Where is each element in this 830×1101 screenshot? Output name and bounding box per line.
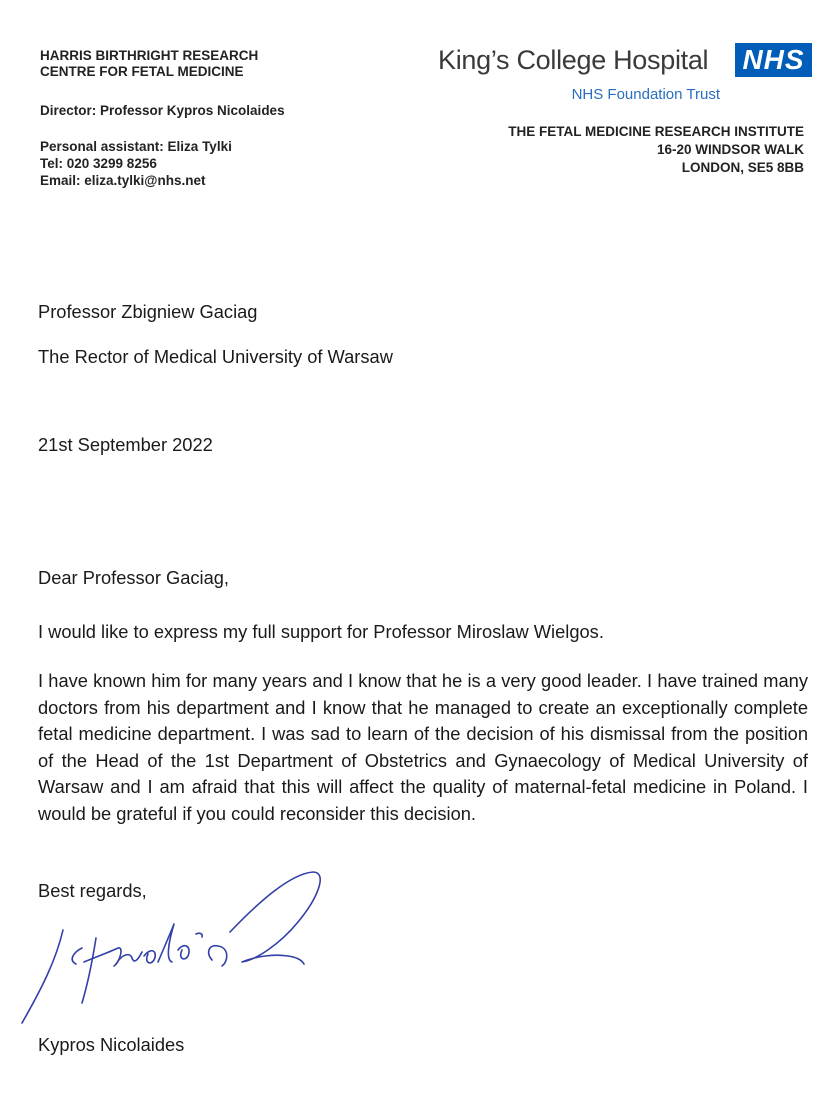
centre-name	[40, 48, 258, 80]
email-line: Email: eliza.tylki@nhs.net	[40, 173, 206, 188]
trust-name: NHS Foundation Trust	[571, 86, 720, 103]
centre-name-line1: HARRIS BIRTHRIGHT RESEARCH	[40, 48, 259, 63]
institute-street: 16-20 WINDSOR WALK	[656, 142, 804, 157]
closing: Best regards,	[38, 880, 147, 901]
centre-name-line2: CENTRE FOR FETAL MEDICINE	[40, 64, 244, 79]
assistant-line: Personal assistant: Eliza Tylki	[40, 139, 232, 154]
hospital-brand	[438, 43, 814, 103]
recipient-title: The Rector of Medical University of Warsaw	[38, 346, 393, 367]
paragraph-1: I would like to express my full support for Professor Miroslaw Wielgos.	[38, 621, 604, 642]
institute-address	[508, 123, 804, 177]
nhs-logo-icon: NHS	[735, 43, 812, 77]
signature-icon	[8, 868, 328, 1038]
contact-block	[40, 138, 232, 189]
letter-date: 21st September 2022	[38, 434, 213, 455]
hospital-name: King’s College Hospital	[438, 45, 709, 75]
paragraph-2: I have known him for many years and I know that he is a very good leader. I have trained many doctors from his department and I know that he managed to create an exceptionally complete fetal medicine department. I was sad to learn of the decision of his dismissal from the position of the Head of the 1st Department of Obstetrics and Gynaecology of Medical University of Warsaw and I am afraid that this will affect the quality of maternal-fetal medicine in Poland. I would be grateful if you could reconsider this decision.	[38, 670, 808, 824]
institute-name: THE FETAL MEDICINE RESEARCH INSTITUTE	[508, 124, 804, 139]
institute-city: LONDON, SE5 8BB	[681, 160, 804, 175]
recipient-name: Professor Zbigniew Gaciag	[38, 301, 258, 322]
director-line: Director: Professor Kypros Nicolaides	[40, 103, 285, 118]
sender-name: Kypros Nicolaides	[38, 1034, 185, 1055]
salutation: Dear Professor Gaciag,	[38, 567, 230, 588]
tel-line: Tel: 020 3299 8256	[40, 156, 157, 171]
